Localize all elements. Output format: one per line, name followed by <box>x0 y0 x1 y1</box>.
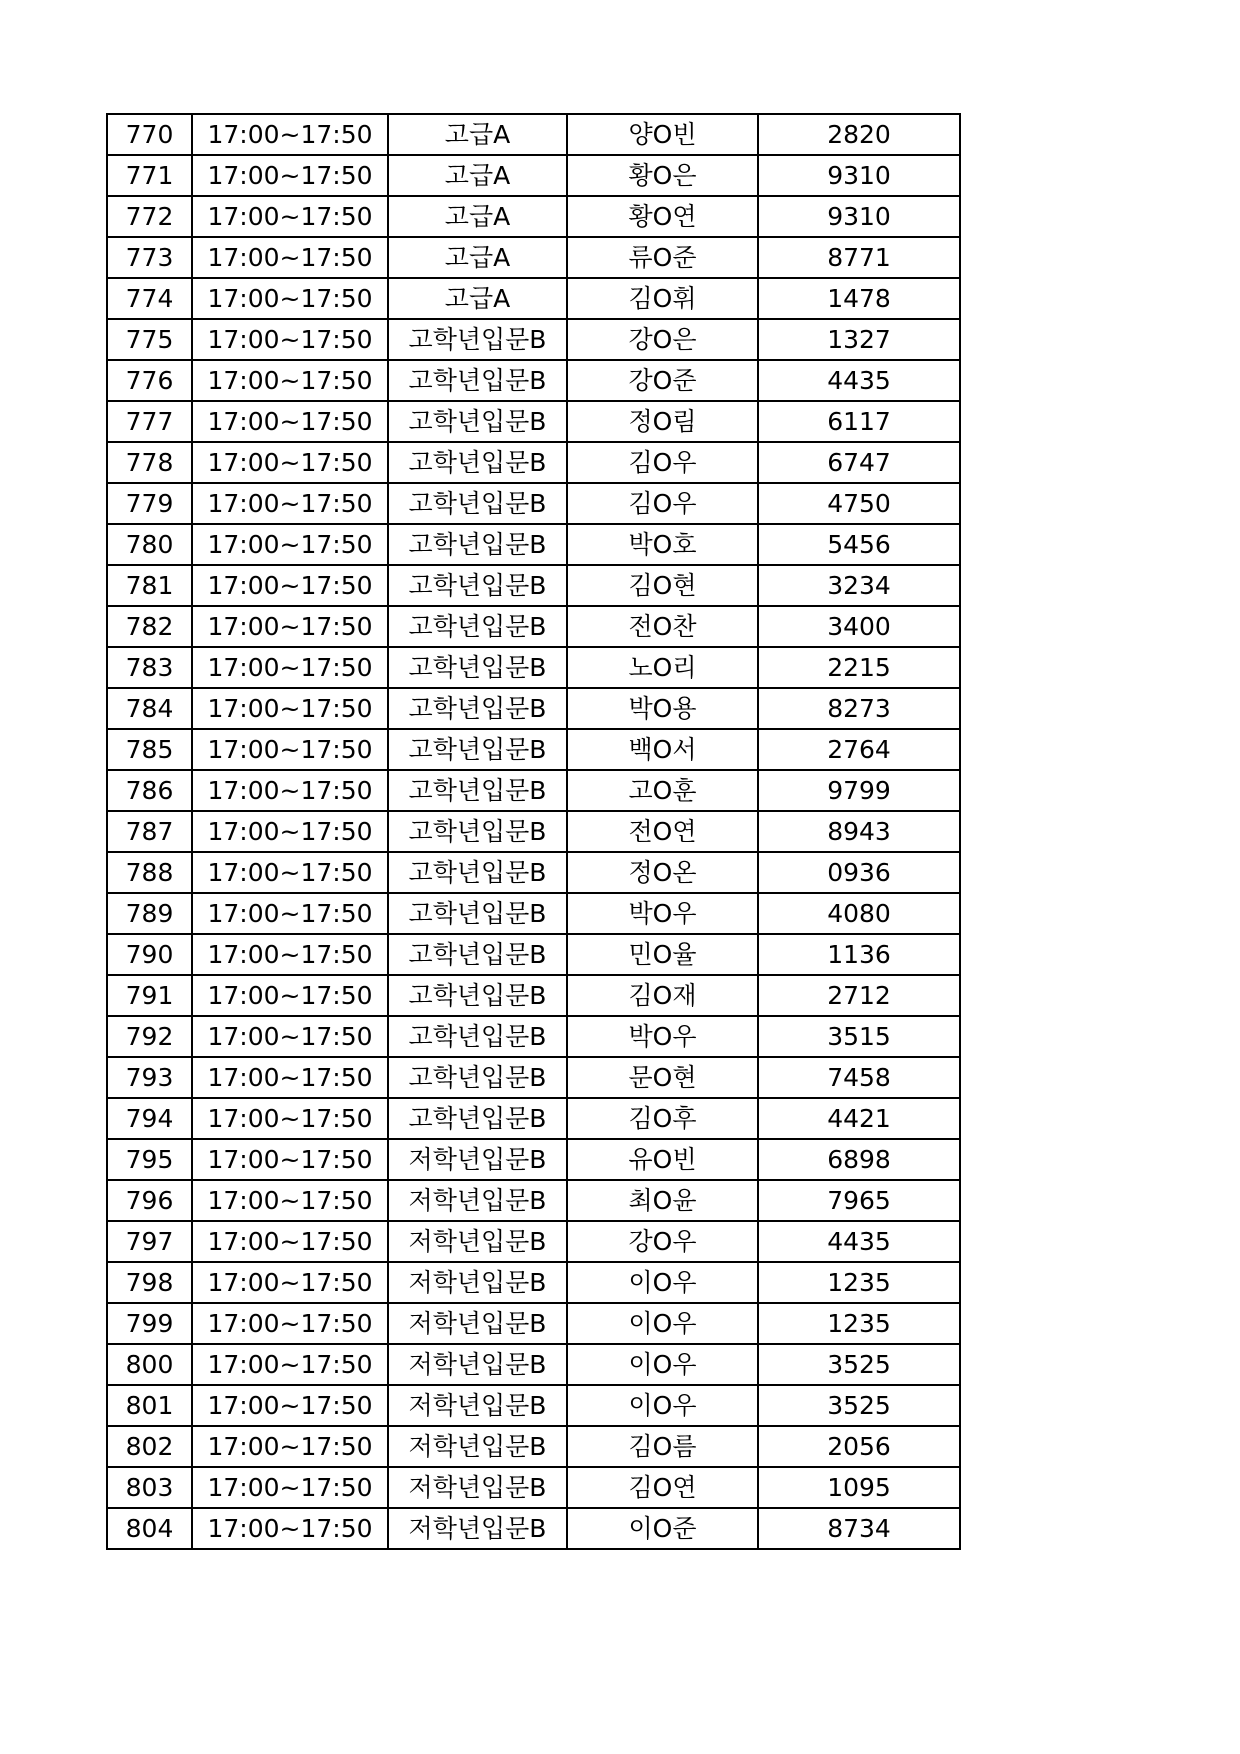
row-number-cell: 799 <box>107 1303 192 1344</box>
code-cell: 9310 <box>758 155 960 196</box>
row-number-cell: 802 <box>107 1426 192 1467</box>
time-slot-cell: 17:00~17:50 <box>192 524 388 565</box>
class-level-cell: 고학년입문B <box>388 688 567 729</box>
row-number-cell: 787 <box>107 811 192 852</box>
row-number-cell: 778 <box>107 442 192 483</box>
class-level-cell: 고학년입문B <box>388 770 567 811</box>
student-name-cell: 김O재 <box>567 975 758 1016</box>
class-level-cell: 고학년입문B <box>388 565 567 606</box>
class-level-cell: 고급A <box>388 155 567 196</box>
row-number-cell: 780 <box>107 524 192 565</box>
code-cell: 3525 <box>758 1385 960 1426</box>
table-row <box>107 524 960 565</box>
row-number-cell: 803 <box>107 1467 192 1508</box>
table-row <box>107 1508 960 1549</box>
time-slot-cell: 17:00~17:50 <box>192 1221 388 1262</box>
student-name-cell: 박O우 <box>567 893 758 934</box>
row-number-cell: 784 <box>107 688 192 729</box>
time-slot-cell: 17:00~17:50 <box>192 852 388 893</box>
student-name-cell: 이O우 <box>567 1303 758 1344</box>
code-cell: 7965 <box>758 1180 960 1221</box>
class-level-cell: 저학년입문B <box>388 1180 567 1221</box>
table-row <box>107 770 960 811</box>
time-slot-cell: 17:00~17:50 <box>192 565 388 606</box>
time-slot-cell: 17:00~17:50 <box>192 196 388 237</box>
row-number-cell: 795 <box>107 1139 192 1180</box>
table-row <box>107 1385 960 1426</box>
student-name-cell: 김O후 <box>567 1098 758 1139</box>
row-number-cell: 804 <box>107 1508 192 1549</box>
student-name-cell: 김O연 <box>567 1467 758 1508</box>
class-level-cell: 저학년입문B <box>388 1508 567 1549</box>
table-row <box>107 1057 960 1098</box>
code-cell: 1478 <box>758 278 960 319</box>
class-level-cell: 저학년입문B <box>388 1221 567 1262</box>
time-slot-cell: 17:00~17:50 <box>192 770 388 811</box>
table-row <box>107 647 960 688</box>
code-cell: 1095 <box>758 1467 960 1508</box>
row-number-cell: 791 <box>107 975 192 1016</box>
time-slot-cell: 17:00~17:50 <box>192 1385 388 1426</box>
student-name-cell: 양O빈 <box>567 114 758 155</box>
schedule-table <box>106 113 961 1550</box>
table-row <box>107 1016 960 1057</box>
code-cell: 1235 <box>758 1262 960 1303</box>
code-cell: 4435 <box>758 360 960 401</box>
time-slot-cell: 17:00~17:50 <box>192 811 388 852</box>
code-cell: 6898 <box>758 1139 960 1180</box>
row-number-cell: 789 <box>107 893 192 934</box>
time-slot-cell: 17:00~17:50 <box>192 1098 388 1139</box>
code-cell: 0936 <box>758 852 960 893</box>
code-cell: 2820 <box>758 114 960 155</box>
code-cell: 3525 <box>758 1344 960 1385</box>
class-level-cell: 저학년입문B <box>388 1385 567 1426</box>
table-row <box>107 237 960 278</box>
class-level-cell: 고급A <box>388 114 567 155</box>
class-level-cell: 고급A <box>388 196 567 237</box>
table-row <box>107 401 960 442</box>
code-cell: 7458 <box>758 1057 960 1098</box>
class-level-cell: 저학년입문B <box>388 1344 567 1385</box>
class-level-cell: 고학년입문B <box>388 524 567 565</box>
row-number-cell: 794 <box>107 1098 192 1139</box>
class-level-cell: 고학년입문B <box>388 606 567 647</box>
time-slot-cell: 17:00~17:50 <box>192 1139 388 1180</box>
student-name-cell: 정O온 <box>567 852 758 893</box>
row-number-cell: 772 <box>107 196 192 237</box>
table-row <box>107 1303 960 1344</box>
time-slot-cell: 17:00~17:50 <box>192 606 388 647</box>
student-name-cell: 전O연 <box>567 811 758 852</box>
schedule-table-body <box>107 114 960 1549</box>
class-level-cell: 저학년입문B <box>388 1262 567 1303</box>
student-name-cell: 박O우 <box>567 1016 758 1057</box>
table-row <box>107 1180 960 1221</box>
row-number-cell: 796 <box>107 1180 192 1221</box>
row-number-cell: 779 <box>107 483 192 524</box>
code-cell: 4421 <box>758 1098 960 1139</box>
code-cell: 6117 <box>758 401 960 442</box>
code-cell: 2764 <box>758 729 960 770</box>
student-name-cell: 김O우 <box>567 483 758 524</box>
student-name-cell: 황O은 <box>567 155 758 196</box>
table-row <box>107 483 960 524</box>
time-slot-cell: 17:00~17:50 <box>192 1344 388 1385</box>
table-row <box>107 360 960 401</box>
table-row <box>107 606 960 647</box>
time-slot-cell: 17:00~17:50 <box>192 155 388 196</box>
time-slot-cell: 17:00~17:50 <box>192 893 388 934</box>
student-name-cell: 김O우 <box>567 442 758 483</box>
student-name-cell: 류O준 <box>567 237 758 278</box>
row-number-cell: 785 <box>107 729 192 770</box>
class-level-cell: 고학년입문B <box>388 852 567 893</box>
time-slot-cell: 17:00~17:50 <box>192 647 388 688</box>
student-name-cell: 강O준 <box>567 360 758 401</box>
code-cell: 1327 <box>758 319 960 360</box>
row-number-cell: 770 <box>107 114 192 155</box>
time-slot-cell: 17:00~17:50 <box>192 1016 388 1057</box>
class-level-cell: 저학년입문B <box>388 1467 567 1508</box>
code-cell: 5456 <box>758 524 960 565</box>
student-name-cell: 김O휘 <box>567 278 758 319</box>
code-cell: 8771 <box>758 237 960 278</box>
class-level-cell: 고학년입문B <box>388 1016 567 1057</box>
time-slot-cell: 17:00~17:50 <box>192 1467 388 1508</box>
time-slot-cell: 17:00~17:50 <box>192 1508 388 1549</box>
code-cell: 4435 <box>758 1221 960 1262</box>
table-row <box>107 688 960 729</box>
student-name-cell: 이O우 <box>567 1344 758 1385</box>
code-cell: 8734 <box>758 1508 960 1549</box>
time-slot-cell: 17:00~17:50 <box>192 934 388 975</box>
table-row <box>107 729 960 770</box>
code-cell: 3400 <box>758 606 960 647</box>
code-cell: 2056 <box>758 1426 960 1467</box>
time-slot-cell: 17:00~17:50 <box>192 360 388 401</box>
table-row <box>107 1467 960 1508</box>
code-cell: 4080 <box>758 893 960 934</box>
code-cell: 9799 <box>758 770 960 811</box>
student-name-cell: 유O빈 <box>567 1139 758 1180</box>
student-name-cell: 민O율 <box>567 934 758 975</box>
code-cell: 6747 <box>758 442 960 483</box>
class-level-cell: 고학년입문B <box>388 729 567 770</box>
class-level-cell: 고급A <box>388 278 567 319</box>
table-row <box>107 155 960 196</box>
code-cell: 1235 <box>758 1303 960 1344</box>
class-level-cell: 고학년입문B <box>388 1098 567 1139</box>
row-number-cell: 782 <box>107 606 192 647</box>
student-name-cell: 이O우 <box>567 1262 758 1303</box>
row-number-cell: 797 <box>107 1221 192 1262</box>
time-slot-cell: 17:00~17:50 <box>192 483 388 524</box>
code-cell: 8943 <box>758 811 960 852</box>
student-name-cell: 강O은 <box>567 319 758 360</box>
class-level-cell: 고학년입문B <box>388 442 567 483</box>
student-name-cell: 정O림 <box>567 401 758 442</box>
student-name-cell: 김O름 <box>567 1426 758 1467</box>
table-row <box>107 319 960 360</box>
class-level-cell: 고학년입문B <box>388 319 567 360</box>
row-number-cell: 786 <box>107 770 192 811</box>
student-name-cell: 고O훈 <box>567 770 758 811</box>
table-row <box>107 1098 960 1139</box>
row-number-cell: 775 <box>107 319 192 360</box>
student-name-cell: 이O준 <box>567 1508 758 1549</box>
class-level-cell: 고학년입문B <box>388 360 567 401</box>
table-row <box>107 565 960 606</box>
row-number-cell: 793 <box>107 1057 192 1098</box>
student-name-cell: 최O윤 <box>567 1180 758 1221</box>
class-level-cell: 저학년입문B <box>388 1303 567 1344</box>
time-slot-cell: 17:00~17:50 <box>192 114 388 155</box>
table-row <box>107 442 960 483</box>
time-slot-cell: 17:00~17:50 <box>192 1303 388 1344</box>
class-level-cell: 저학년입문B <box>388 1426 567 1467</box>
code-cell: 4750 <box>758 483 960 524</box>
row-number-cell: 773 <box>107 237 192 278</box>
row-number-cell: 801 <box>107 1385 192 1426</box>
class-level-cell: 고학년입문B <box>388 401 567 442</box>
time-slot-cell: 17:00~17:50 <box>192 975 388 1016</box>
row-number-cell: 790 <box>107 934 192 975</box>
row-number-cell: 771 <box>107 155 192 196</box>
row-number-cell: 800 <box>107 1344 192 1385</box>
table-row <box>107 1426 960 1467</box>
table-row <box>107 1221 960 1262</box>
table-row <box>107 278 960 319</box>
row-number-cell: 774 <box>107 278 192 319</box>
row-number-cell: 783 <box>107 647 192 688</box>
class-level-cell: 고급A <box>388 237 567 278</box>
class-level-cell: 고학년입문B <box>388 1057 567 1098</box>
time-slot-cell: 17:00~17:50 <box>192 237 388 278</box>
class-level-cell: 고학년입문B <box>388 483 567 524</box>
student-name-cell: 문O현 <box>567 1057 758 1098</box>
table-row <box>107 811 960 852</box>
time-slot-cell: 17:00~17:50 <box>192 1262 388 1303</box>
code-cell: 1136 <box>758 934 960 975</box>
code-cell: 8273 <box>758 688 960 729</box>
class-level-cell: 고학년입문B <box>388 934 567 975</box>
student-name-cell: 황O연 <box>567 196 758 237</box>
time-slot-cell: 17:00~17:50 <box>192 1426 388 1467</box>
student-name-cell: 노O리 <box>567 647 758 688</box>
table-row <box>107 1262 960 1303</box>
row-number-cell: 788 <box>107 852 192 893</box>
row-number-cell: 781 <box>107 565 192 606</box>
student-name-cell: 박O호 <box>567 524 758 565</box>
class-level-cell: 고학년입문B <box>388 893 567 934</box>
class-level-cell: 고학년입문B <box>388 647 567 688</box>
student-name-cell: 강O우 <box>567 1221 758 1262</box>
student-name-cell: 박O용 <box>567 688 758 729</box>
table-row <box>107 852 960 893</box>
time-slot-cell: 17:00~17:50 <box>192 1057 388 1098</box>
table-row <box>107 1344 960 1385</box>
time-slot-cell: 17:00~17:50 <box>192 688 388 729</box>
class-level-cell: 고학년입문B <box>388 811 567 852</box>
code-cell: 2712 <box>758 975 960 1016</box>
student-name-cell: 이O우 <box>567 1385 758 1426</box>
row-number-cell: 776 <box>107 360 192 401</box>
code-cell: 3234 <box>758 565 960 606</box>
code-cell: 3515 <box>758 1016 960 1057</box>
code-cell: 9310 <box>758 196 960 237</box>
table-row <box>107 975 960 1016</box>
table-row <box>107 893 960 934</box>
class-level-cell: 저학년입문B <box>388 1139 567 1180</box>
time-slot-cell: 17:00~17:50 <box>192 442 388 483</box>
student-name-cell: 전O찬 <box>567 606 758 647</box>
row-number-cell: 777 <box>107 401 192 442</box>
row-number-cell: 792 <box>107 1016 192 1057</box>
time-slot-cell: 17:00~17:50 <box>192 401 388 442</box>
student-name-cell: 김O현 <box>567 565 758 606</box>
row-number-cell: 798 <box>107 1262 192 1303</box>
class-level-cell: 고학년입문B <box>388 975 567 1016</box>
table-row <box>107 934 960 975</box>
time-slot-cell: 17:00~17:50 <box>192 729 388 770</box>
time-slot-cell: 17:00~17:50 <box>192 319 388 360</box>
table-row <box>107 114 960 155</box>
code-cell: 2215 <box>758 647 960 688</box>
time-slot-cell: 17:00~17:50 <box>192 1180 388 1221</box>
table-row <box>107 1139 960 1180</box>
time-slot-cell: 17:00~17:50 <box>192 278 388 319</box>
table-row <box>107 196 960 237</box>
student-name-cell: 백O서 <box>567 729 758 770</box>
